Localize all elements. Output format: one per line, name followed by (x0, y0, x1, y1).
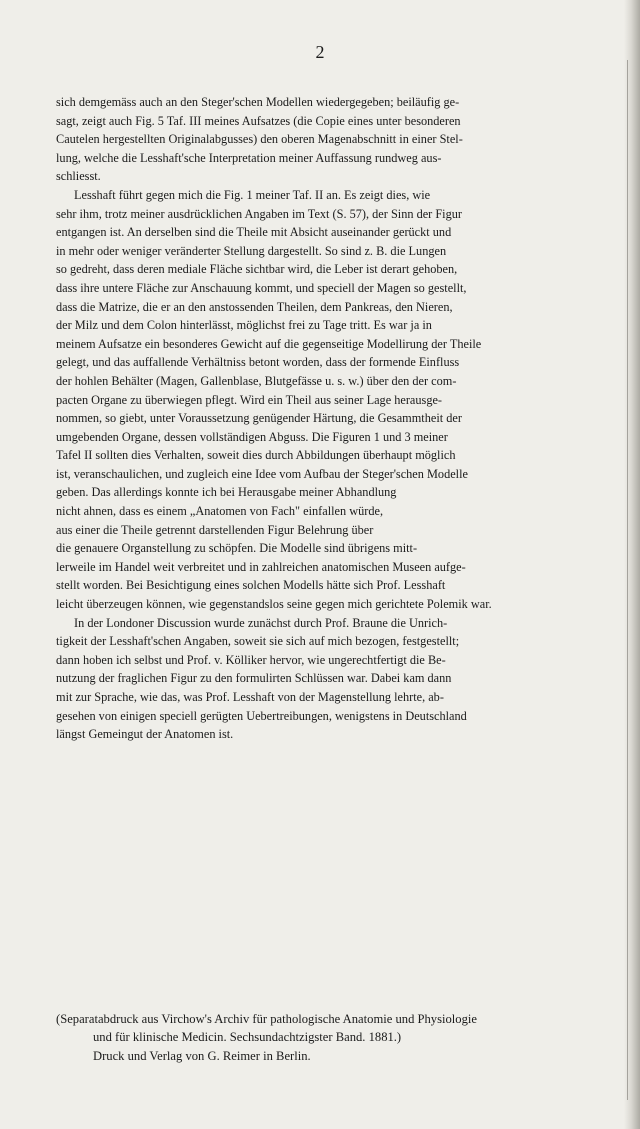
text-line: lung, welche die Lesshaft'sche Interpretation meiner Auffassung rundweg aus- (56, 150, 442, 165)
text-line: sagt, zeigt auch Fig. 5 Taf. III meines Aufsatzes (die Copie eines unter besonderen (56, 113, 461, 128)
text-line: geben. Das allerdings konnte ich bei Herausgabe meiner Abhandlung (56, 485, 397, 500)
text-line: längst Gemeingut der Anatomen ist. (56, 727, 234, 742)
text-line: pacten Organe zu überwiegen pflegt. Wird ein Theil aus seiner Lage herausge- (56, 392, 443, 407)
page-number: 2 (315, 42, 325, 62)
text-line: so gedreht, dass deren mediale Fläche sichtbar wird, die Leber ist derart gehoben, (56, 262, 458, 277)
text-line: Cautelen hergestellten Originalabgusses) den oberen Magenabschnitt in einer Stel- (56, 132, 463, 147)
text-line: leicht überzeugen können, wie gegenstandslos seine gegen mich gerichtete Polemik war. (56, 597, 492, 612)
text-line: ist, veranschaulichen, und zugleich eine Idee vom Aufbau der Steger'schen Modelle (56, 466, 468, 481)
text-line: gesehen von einigen speciell gerügten Uebertreibungen, wenigstens in Deutschland (56, 708, 467, 723)
text-line: der Milz und dem Colon hinterlässt, möglichst frei zu Tage tritt. Es war ja in (56, 318, 432, 333)
text-line: umgebenden Organe, dessen vollständigen Abguss. Die Figuren 1 und 3 meiner (56, 429, 448, 444)
publisher-line: Druck und Verlag von G. Reimer in Berlin. (93, 1048, 311, 1063)
text-line: entgangen ist. An derselben sind die Theile mit Absicht auseinander gerückt und (56, 225, 452, 240)
body-text (56, 93, 626, 744)
text-line: dass ihre untere Fläche zur Anschauung kommt, und speciell der Magen so gestellt, (56, 280, 467, 295)
text-line: dass die Matrize, die er an den anstossenden Theilen, dem Pankreas, den Nieren, (56, 299, 453, 314)
text-line: in mehr oder weniger veränderter Stellung dargestellt. So sind z. B. die Lungen (56, 243, 447, 258)
text-line: aus einer die Theile getrennt darstellenden Figur Belehrung über (56, 522, 374, 537)
text-line: lerweile im Handel weit verbreitet und in zahlreichen anatomischen Museen aufge- (56, 559, 466, 574)
offprint-note-continued: und für klinische Medicin. Sechsundachtzigster Band. 1881.) (93, 1030, 402, 1045)
text-line: meinem Aufsatze ein besonderes Gewicht auf die gegenseitige Modellirung der Theile (56, 336, 482, 351)
text-line: die genauere Organstellung zu schöpfen. Die Modelle sind übrigens mitt- (56, 541, 418, 556)
text-line: nutzung der fraglichen Figur zu den formulirten Schlüssen war. Dabei kam dann (56, 671, 452, 686)
text-line: mit zur Sprache, wie das, was Prof. Lesshaft von der Magenstellung lehrte, ab- (56, 690, 444, 704)
paragraph-start-line: In der Londoner Discussion wurde zunächst durch Prof. Braune die Unrich- (74, 615, 448, 630)
paragraph-start-line: Lesshaft führt gegen mich die Fig. 1 meiner Taf. II an. Es zeigt dies, wie (74, 187, 431, 202)
text-line: nommen, so giebt, unter Voraussetzung genügender Härtung, die Gesammtheit der (56, 411, 462, 426)
imprint-footer (56, 1010, 626, 1065)
text-line: stellt worden. Bei Besichtigung eines solchen Modells hätte sich Prof. Lesshaft (56, 578, 446, 593)
text-line: dann hoben ich selbst und Prof. v. Kölliker hervor, wie ungerechtfertigt die Be- (56, 652, 446, 667)
text-line: tigkeit der Lesshaft'schen Angaben, soweit sie sich auf mich bezogen, festgestellt; (56, 634, 460, 649)
text-line: Tafel II sollten dies Verhalten, soweit dies durch Abbildungen überhaupt möglich (56, 448, 456, 463)
offprint-note: (Separatabdruck aus Virchow's Archiv für pathologische Anatomie und Physiologie (56, 1012, 477, 1026)
text-line: der hohlen Behälter (Magen, Gallenblase, Blutgefässe u. s. w.) über den der com- (56, 373, 457, 388)
page-edge-line (627, 60, 628, 1100)
text-line: nicht ahnen, dass es einem „Anatomen von Fach" einfallen würde, (56, 504, 384, 519)
text-line: gelegt, und das auffallende Verhältniss betont worden, dass der formende Einfluss (56, 355, 460, 370)
text-line: sich demgemäss auch an den Steger'schen Modellen wiedergegeben; beiläufig ge- (56, 95, 460, 109)
text-line: sehr ihm, trotz meiner ausdrücklichen Angaben im Text (S. 57), der Sinn der Figur (56, 206, 462, 221)
text-line: schliesst. (56, 169, 101, 184)
